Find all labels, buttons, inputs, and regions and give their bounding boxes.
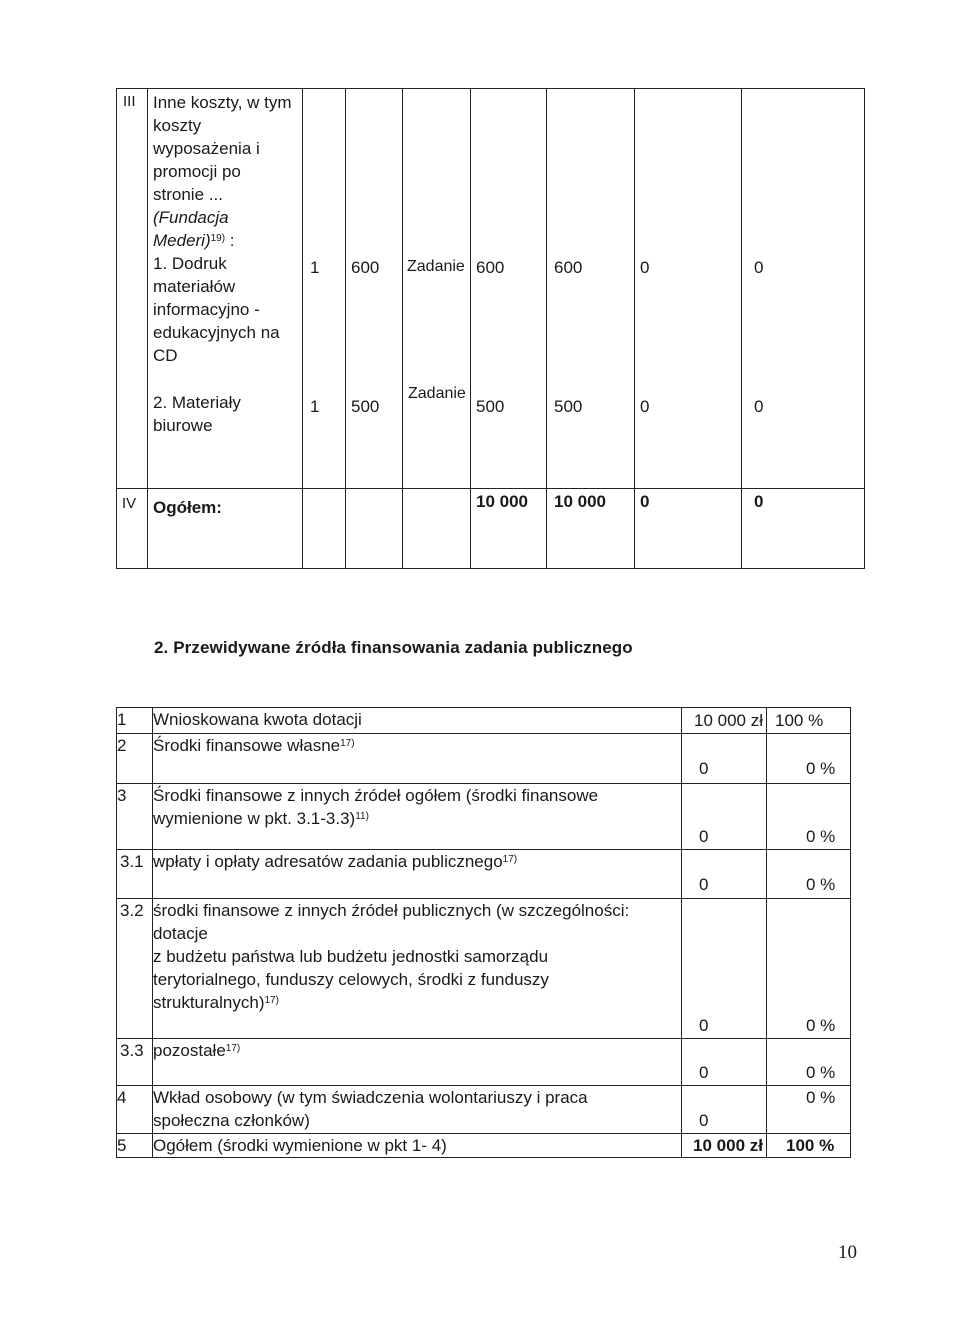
funding-lp: 1 bbox=[117, 708, 153, 734]
cost-table bbox=[116, 88, 865, 569]
funding-amount: 0 bbox=[699, 1111, 709, 1130]
funding-row bbox=[117, 899, 851, 1039]
funding-lp: 3.3 bbox=[117, 1039, 153, 1086]
item-line: informacyjno - bbox=[153, 300, 260, 319]
footnote-ref: 17) bbox=[340, 738, 355, 749]
item-line: biurowe bbox=[153, 416, 213, 435]
funding-label: pozostałe bbox=[153, 1041, 226, 1060]
footnote-ref: 19) bbox=[210, 233, 226, 244]
description-line: Inne koszty, w tym bbox=[153, 93, 292, 112]
funding-amount: 0 bbox=[699, 1063, 709, 1082]
description-line: wyposażenia i bbox=[153, 139, 260, 158]
funding-row bbox=[117, 850, 851, 899]
funding-amount: 0 bbox=[699, 1016, 709, 1035]
funding-lp: 3.2 bbox=[117, 899, 153, 1039]
cost-row-iii bbox=[117, 89, 865, 489]
item-own-funds: 0 bbox=[640, 258, 650, 277]
item-from-grant: 600 bbox=[554, 258, 583, 277]
item-other-sources: 0 bbox=[754, 397, 764, 416]
funding-label: strukturalnych) bbox=[153, 993, 265, 1012]
description-line: stronie ... bbox=[153, 185, 223, 204]
grand-own-funds: 0 bbox=[640, 492, 650, 511]
item-other-sources: 0 bbox=[754, 258, 764, 277]
funding-amount: 0 bbox=[699, 827, 709, 846]
cost-description-cell bbox=[148, 89, 303, 489]
cost-row-iv bbox=[117, 489, 865, 569]
funding-label: terytorialnego, funduszy celowych, środki z funduszy bbox=[153, 970, 549, 989]
item-total: 600 bbox=[476, 258, 505, 277]
item-line: 1. Dodruk bbox=[153, 254, 227, 273]
unit-type-cell bbox=[403, 89, 471, 489]
item-unit-type: Zadanie bbox=[408, 385, 466, 402]
page-number: 10 bbox=[838, 1242, 857, 1263]
funding-lp: 3.1 bbox=[117, 850, 153, 899]
funding-label: z budżetu państwa lub budżetu jednostki samorządu bbox=[153, 947, 549, 966]
funding-amount: 10 000 zł bbox=[694, 711, 763, 730]
total-cost-cell bbox=[471, 89, 547, 489]
funding-percent: 0 % bbox=[806, 759, 836, 778]
funding-lp: 2 bbox=[117, 734, 153, 784]
item-line: materiałów bbox=[153, 277, 236, 296]
funding-percent: 0 % bbox=[806, 827, 836, 846]
funding-percent: 100 % bbox=[786, 1136, 835, 1155]
funding-label: Środki finansowe własne bbox=[153, 736, 341, 755]
cost-lp-cell bbox=[117, 89, 148, 489]
funding-table bbox=[116, 707, 851, 1158]
item-total: 500 bbox=[476, 397, 505, 416]
funding-row bbox=[117, 784, 851, 850]
grand-from-grant: 10 000 bbox=[554, 492, 606, 511]
funding-percent: 0 % bbox=[806, 1016, 836, 1035]
item-qty: 1 bbox=[310, 397, 320, 416]
funding-amount: 0 bbox=[699, 875, 709, 894]
item-unit-type: Zadanie bbox=[407, 258, 465, 275]
section-heading: 2. Przewidywane źródła finansowania zadania publicznego bbox=[154, 638, 633, 657]
funding-label: środki finansowe z innych źródeł publicznych (w szczególności: bbox=[153, 901, 630, 920]
funding-label: Wnioskowana kwota dotacji bbox=[153, 710, 362, 729]
funding-percent: 0 % bbox=[806, 875, 836, 894]
funding-lp: 3 bbox=[117, 784, 153, 850]
funding-label: wymienione w pkt. 3.1-3.3) bbox=[153, 809, 356, 828]
grant-cell bbox=[547, 89, 635, 489]
funding-label: dotacje bbox=[153, 924, 208, 943]
unit-cost-cell bbox=[346, 89, 403, 489]
row-number: IV bbox=[122, 495, 137, 512]
description-line: koszty bbox=[153, 116, 202, 135]
item-qty: 1 bbox=[310, 258, 320, 277]
funding-amount: 10 000 zł bbox=[693, 1136, 763, 1155]
funding-label: społeczna członków) bbox=[153, 1111, 310, 1130]
description-italic-line: Mederi) bbox=[153, 231, 211, 250]
item-unit-cost: 500 bbox=[351, 397, 380, 416]
description-suffix: : bbox=[225, 231, 235, 250]
description-line: promocji po bbox=[153, 162, 241, 181]
footnote-ref: 17) bbox=[264, 995, 279, 1006]
item-line: CD bbox=[153, 346, 178, 365]
funding-row bbox=[117, 1086, 851, 1134]
funding-lp: 4 bbox=[117, 1086, 153, 1134]
funding-row bbox=[117, 1134, 851, 1158]
funding-percent: 0 % bbox=[806, 1063, 836, 1082]
funding-percent: 100 % bbox=[775, 711, 824, 730]
funding-amount: 0 bbox=[699, 759, 709, 778]
funding-label: Środki finansowe z innych źródeł ogółem (środki finansowe bbox=[153, 786, 599, 805]
total-label: Ogółem: bbox=[153, 498, 222, 517]
funding-row bbox=[117, 708, 851, 734]
funding-label: Ogółem (środki wymienione w pkt 1- 4) bbox=[153, 1136, 447, 1155]
own-funds-cell bbox=[635, 89, 742, 489]
grand-other-sources: 0 bbox=[754, 492, 764, 511]
funding-label: Wkład osobowy (w tym świadczenia wolontariuszy i praca bbox=[153, 1088, 588, 1107]
row-number: III bbox=[123, 93, 136, 110]
other-sources-cell bbox=[742, 89, 865, 489]
description-italic-line: (Fundacja bbox=[153, 208, 229, 227]
funding-row bbox=[117, 1039, 851, 1086]
grand-total: 10 000 bbox=[476, 492, 528, 511]
item-from-grant: 500 bbox=[554, 397, 583, 416]
footnote-ref: 11) bbox=[355, 811, 369, 822]
footnote-ref: 17) bbox=[225, 1043, 241, 1054]
item-line: edukacyjnych na bbox=[153, 323, 280, 342]
funding-lp: 5 bbox=[117, 1134, 153, 1158]
footnote-ref: 17) bbox=[502, 854, 518, 865]
qty-cell bbox=[303, 89, 346, 489]
funding-label: wpłaty i opłaty adresatów zadania publicznego bbox=[153, 852, 503, 871]
item-line: 2. Materiały bbox=[153, 393, 241, 412]
funding-row bbox=[117, 734, 851, 784]
item-own-funds: 0 bbox=[640, 397, 650, 416]
funding-percent: 0 % bbox=[806, 1088, 836, 1107]
item-unit-cost: 600 bbox=[351, 258, 380, 277]
